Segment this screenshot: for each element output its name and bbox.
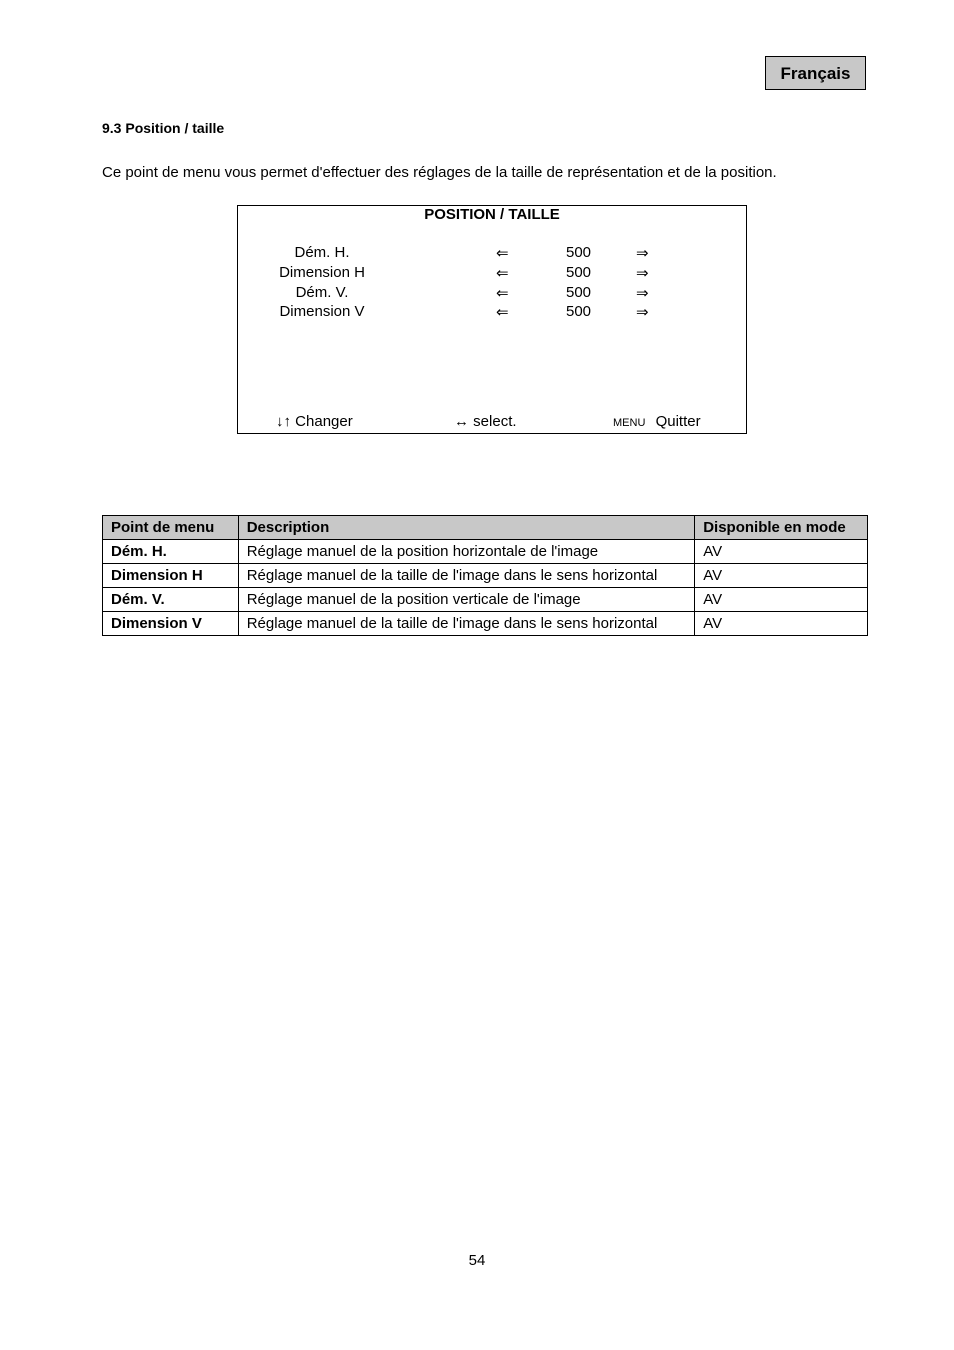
header-description: Description bbox=[238, 516, 694, 540]
arrow-left-icon: ⇐ bbox=[496, 285, 509, 302]
mode-cell: AV bbox=[695, 588, 868, 612]
arrow-left-icon: ⇐ bbox=[496, 245, 509, 262]
table-header-row bbox=[103, 516, 868, 540]
intro-paragraph: Ce point de menu vous permet d'effectuer des réglages de la taille de représentation et de la position. bbox=[102, 164, 777, 181]
table-row bbox=[103, 540, 868, 564]
up-down-arrows-icon: ↓↑ bbox=[276, 413, 291, 430]
arrow-left-icon: ⇐ bbox=[496, 304, 509, 321]
osd-row-label: Dém. V. bbox=[295, 284, 349, 301]
osd-footer-change bbox=[276, 413, 353, 430]
table-row bbox=[103, 564, 868, 588]
osd-footer-quit bbox=[613, 413, 701, 430]
osd-row-value: 500 bbox=[566, 264, 592, 281]
osd-row bbox=[238, 284, 746, 304]
osd-row-value: 500 bbox=[566, 244, 592, 261]
menu-item-cell: Dimension H bbox=[103, 564, 239, 588]
header-menu-item: Point de menu bbox=[103, 516, 239, 540]
osd-footer-select bbox=[454, 413, 517, 430]
menu-item-cell: Dém. V. bbox=[103, 588, 239, 612]
page-number: 54 bbox=[468, 1252, 486, 1269]
osd-row-value: 500 bbox=[566, 303, 592, 320]
osd-row-label: Dém. H. bbox=[294, 244, 350, 261]
language-label: Français bbox=[765, 56, 866, 90]
menu-items-table bbox=[102, 515, 868, 636]
osd-row bbox=[238, 264, 746, 284]
osd-row bbox=[238, 244, 746, 264]
menu-key-label: MENU bbox=[613, 417, 646, 429]
osd-row-label: Dimension H bbox=[279, 264, 365, 281]
osd-row-label: Dimension V bbox=[279, 303, 365, 320]
arrow-left-icon: ⇐ bbox=[496, 265, 509, 282]
mode-cell: AV bbox=[695, 540, 868, 564]
table-row bbox=[103, 588, 868, 612]
change-label: Changer bbox=[295, 413, 353, 430]
menu-item-cell: Dimension V bbox=[103, 612, 239, 636]
left-right-arrow-icon: ↔ bbox=[454, 413, 469, 430]
header-available-mode: Disponible en mode bbox=[695, 516, 868, 540]
select-label: select. bbox=[473, 413, 517, 430]
description-cell: Réglage manuel de la taille de l'image dans le sens horizontal bbox=[238, 564, 694, 588]
osd-title: POSITION / TAILLE bbox=[424, 206, 560, 223]
section-title: 9.3 Position / taille bbox=[102, 120, 225, 136]
quit-label: Quitter bbox=[655, 413, 701, 430]
osd-row-value: 500 bbox=[566, 284, 592, 301]
arrow-right-icon: ⇒ bbox=[636, 304, 649, 321]
arrow-right-icon: ⇒ bbox=[636, 265, 649, 282]
osd-menu-screen bbox=[237, 205, 747, 434]
description-cell: Réglage manuel de la taille de l'image dans le sens horizontal bbox=[238, 612, 694, 636]
description-cell: Réglage manuel de la position horizontale de l'image bbox=[238, 540, 694, 564]
arrow-right-icon: ⇒ bbox=[636, 285, 649, 302]
osd-row bbox=[238, 303, 746, 323]
table-row bbox=[103, 612, 868, 636]
mode-cell: AV bbox=[695, 612, 868, 636]
arrow-right-icon: ⇒ bbox=[636, 245, 649, 262]
mode-cell: AV bbox=[695, 564, 868, 588]
menu-item-cell: Dém. H. bbox=[103, 540, 239, 564]
description-cell: Réglage manuel de la position verticale de l'image bbox=[238, 588, 694, 612]
